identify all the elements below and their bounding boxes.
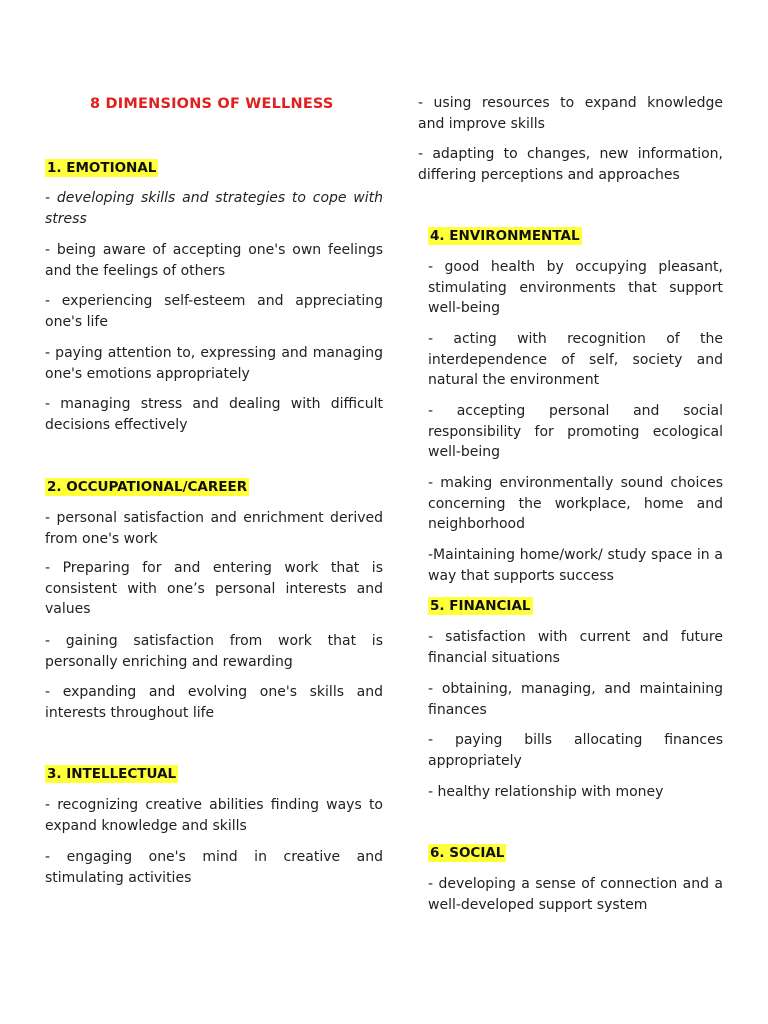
occupational-item-2: - Preparing for and entering work that is consistent with one’s personal interests and values — [45, 560, 383, 617]
emotional-item-4: - paying attention to, expressing and managing one's emotions appropriately — [45, 345, 383, 382]
emotional-item-5: - managing stress and dealing with difficult decisions effectively — [45, 396, 383, 433]
environmental-item-3: - accepting personal and social responsibility for promoting ecological well-being — [428, 403, 723, 460]
financial-item-4: - healthy relationship with money — [428, 784, 664, 800]
emotional-item-2: - being aware of accepting one's own feelings and the feelings of others — [45, 242, 383, 279]
intellectual-item-4: - adapting to changes, new information, differing perceptions and approaches — [418, 146, 723, 183]
environmental-item-4: - making environmentally sound choices concerning the workplace, home and neighborhood — [428, 475, 723, 532]
heading-occupational: 2. OCCUPATIONAL/CAREER — [47, 479, 248, 495]
heading-intellectual: 3. INTELLECTUAL — [47, 766, 177, 782]
heading-social: 6. SOCIAL — [430, 845, 505, 861]
intellectual-item-3: - using resources to expand knowledge and improve skills — [418, 95, 723, 132]
financial-item-1: - satisfaction with current and future financial situations — [428, 629, 723, 666]
intellectual-item-1: - recognizing creative abilities finding ways to expand knowledge and skills — [45, 797, 383, 834]
heading-environmental: 4. ENVIRONMENTAL — [430, 228, 580, 244]
intellectual-item-2: - engaging one's mind in creative and stimulating activities — [45, 849, 383, 886]
environmental-item-2: - acting with recognition of the interdependence of self, society and natural the environment — [428, 331, 723, 388]
financial-item-3: - paying bills allocating finances appropriately — [428, 732, 723, 769]
social-item-1: - developing a sense of connection and a well-developed support system — [428, 876, 723, 913]
occupational-item-1: - personal satisfaction and enrichment derived from one's work — [45, 510, 383, 547]
emotional-item-1: - developing skills and strategies to cope with stress — [45, 190, 383, 227]
emotional-item-3: - experiencing self-esteem and appreciating one's life — [45, 293, 383, 330]
environmental-item-1: - good health by occupying pleasant, stimulating environments that support well-being — [428, 259, 723, 316]
heading-emotional: 1. EMOTIONAL — [47, 160, 157, 176]
financial-item-2: - obtaining, managing, and maintaining finances — [428, 681, 723, 718]
environmental-item-5: -Maintaining home/work/ study space in a way that supports success — [428, 547, 723, 584]
occupational-item-3: - gaining satisfaction from work that is personally enriching and rewarding — [45, 633, 383, 670]
document-title: 8 DIMENSIONS OF WELLNESS — [90, 96, 334, 112]
occupational-item-4: - expanding and evolving one's skills and interests throughout life — [45, 684, 383, 721]
heading-financial: 5. FINANCIAL — [430, 598, 531, 614]
